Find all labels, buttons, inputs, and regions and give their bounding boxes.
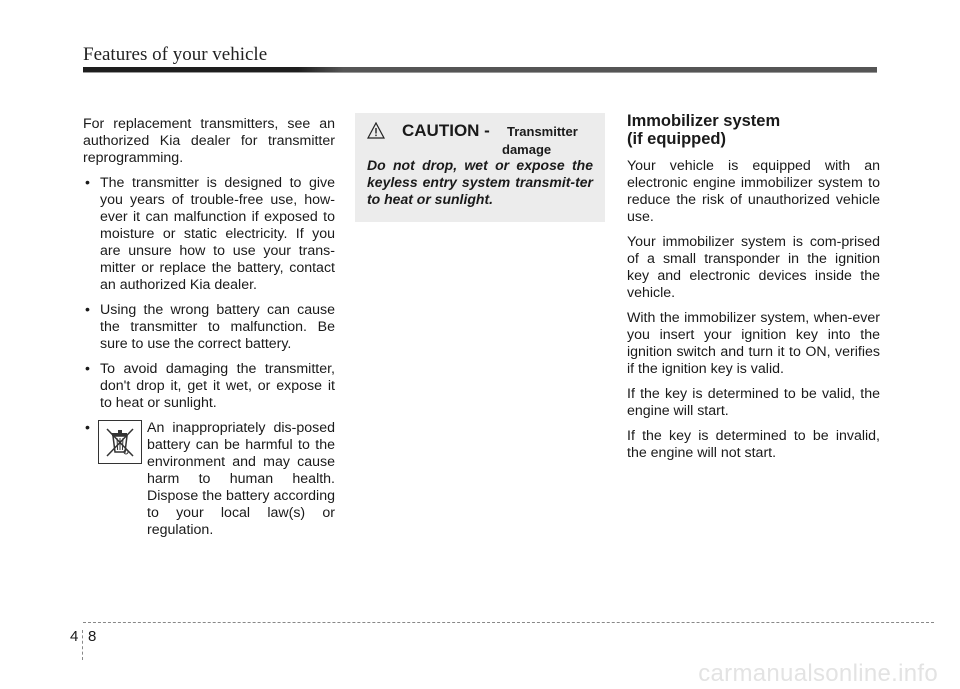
bullet-dot: • — [85, 175, 90, 191]
bullet-dot: • — [85, 420, 90, 436]
footer-rule — [83, 622, 934, 623]
footer-divider — [82, 630, 83, 660]
section-heading — [627, 112, 880, 148]
bullet-item — [83, 302, 335, 353]
crossed-out-bin-icon — [98, 420, 142, 464]
watermark: carmanualsonline.info — [698, 660, 938, 687]
bullet-item-disposal — [83, 420, 335, 539]
page-header-title: Features of your vehicle — [83, 44, 268, 65]
chapter-number: 4 — [70, 628, 79, 645]
warning-triangle-icon — [367, 122, 385, 139]
right-column — [627, 112, 880, 470]
intro-paragraph: For replacement transmitters, see an authorized Kia dealer for transmitter reprogramming. — [83, 116, 335, 166]
caution-subject-2: damage — [502, 142, 552, 157]
caution-box — [355, 113, 605, 222]
body-paragraph: Your vehicle is equipped with an electronic engine immobilizer system to reduce the risk of unauthorized vehicle use. — [627, 158, 880, 225]
bullet-text: Using the wrong battery can cause the transmitter to malfunction. Be sure to use the correct battery. — [100, 302, 335, 352]
left-column — [83, 116, 335, 547]
bullet-dot: • — [85, 302, 90, 318]
section-heading-line2: (if equipped) — [627, 130, 726, 148]
caution-header — [367, 121, 593, 155]
caution-subject: Transmitter — [507, 124, 578, 139]
header-rule — [83, 67, 877, 72]
body-paragraph: Your immobilizer system is com-prised of a small transponder in the ignition key and electronic devices inside the vehicle. — [627, 234, 880, 301]
disposal-text: An inappropriately dis-posed battery can be harmful to the environment and may cause harm to human health. Dispose the battery according to your local law(s) or regulation. — [147, 420, 335, 538]
body-paragraph: With the immobilizer system, when-ever you insert your ignition key into the ignition switch and turn it to ON, verifies if the ignition key is valid. — [627, 310, 880, 377]
bullet-dot: • — [85, 361, 90, 377]
body-paragraph: If the key is determined to be valid, the engine will start. — [627, 386, 880, 419]
caution-label: CAUTION - — [402, 121, 490, 140]
bullet-text: To avoid damaging the transmitter, don't drop it, get it wet, or expose it to heat or sunlight. — [100, 361, 335, 411]
caution-body: Do not drop, wet or expose the keyless entry system transmit-ter to heat or sunlight. — [367, 157, 593, 207]
body-paragraph: If the key is determined to be invalid, the engine will not start. — [627, 428, 880, 461]
bullet-text: The transmitter is designed to give you years of trouble-free use, how-ever it can malfunction if exposed to moisture or static electricity. If you are unsure how to use your trans-mitter or replace the battery, contact an authorized Kia dealer. — [100, 175, 335, 293]
section-heading-line1: Immobilizer system — [627, 112, 781, 130]
bin-icon-wrap — [83, 420, 147, 520]
page-number: 8 — [88, 628, 97, 645]
bullet-item — [83, 175, 335, 294]
bullet-item — [83, 361, 335, 412]
bullet-list — [83, 175, 335, 539]
